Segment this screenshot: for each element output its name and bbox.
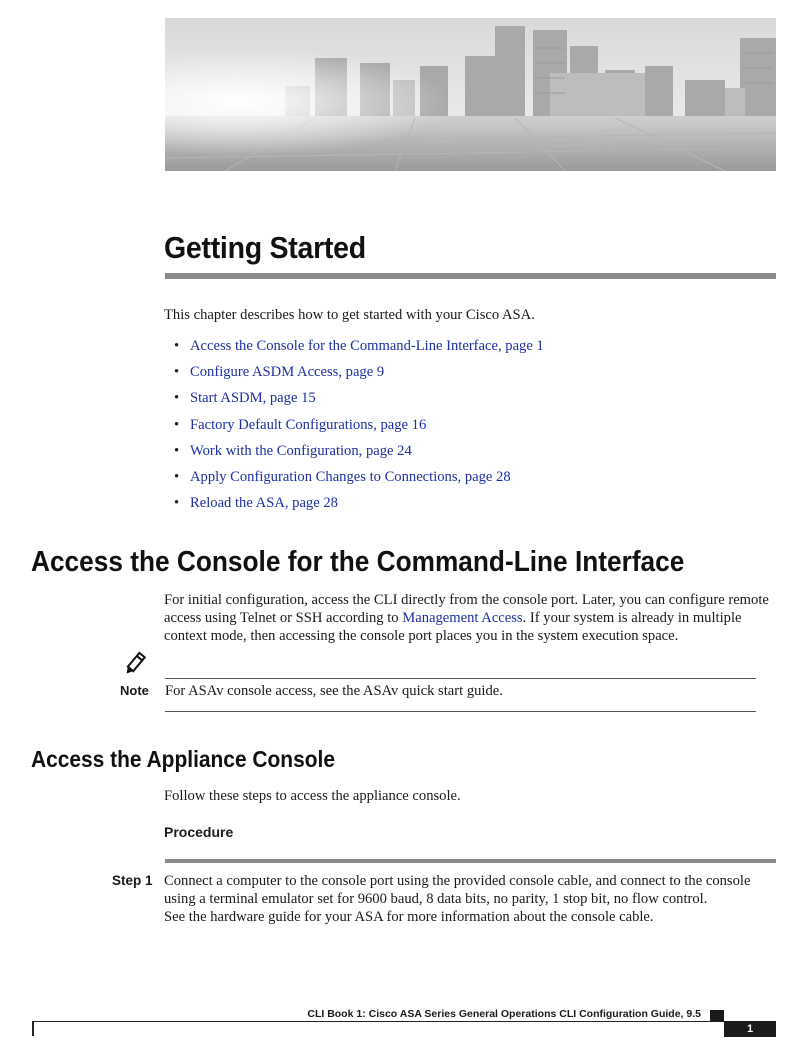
bullet: • xyxy=(174,364,180,381)
note-rule-bottom xyxy=(165,711,756,712)
bullet: • xyxy=(174,468,180,485)
toc-item xyxy=(174,494,544,520)
toc-item xyxy=(174,389,544,415)
bullet: • xyxy=(174,442,180,459)
pencil-icon xyxy=(120,650,148,678)
toc-link[interactable]: Work with the Configuration, page 24 xyxy=(190,442,412,459)
footer-rule xyxy=(32,1021,776,1022)
footer-book-title: CLI Book 1: Cisco ASA Series General Operations CLI Configuration Guide, 9.5 xyxy=(307,1008,701,1020)
step-instruction: Connect a computer to the console port using the provided console cable, and connect to the console using a terminal emulator set for 9600 baud, 8 data bits, no parity, 1 stop bit, no flow control. xyxy=(164,873,751,907)
step-text xyxy=(164,872,779,926)
toc-link[interactable]: Access the Console for the Command-Line Interface, page 1 xyxy=(190,338,544,354)
toc-link[interactable]: Reload the ASA, page 28 xyxy=(190,495,338,512)
footer-tick xyxy=(32,1021,34,1036)
step-label: Step 1 xyxy=(112,873,153,888)
note-label: Note xyxy=(120,683,149,698)
chapter-title: Getting Started xyxy=(164,230,366,265)
toc-item xyxy=(174,363,544,389)
bullet: • xyxy=(174,338,180,354)
management-access-link[interactable]: Management Access xyxy=(402,610,523,626)
section-title: Access the Console for the Command-Line Interface xyxy=(31,546,685,578)
toc-item xyxy=(174,468,544,494)
toc-link[interactable]: Start ASDM, page 15 xyxy=(190,390,316,407)
toc-item xyxy=(174,416,544,442)
toc-item xyxy=(174,337,544,363)
chapter-title-rule xyxy=(165,273,776,279)
subsection-intro: Follow these steps to access the appliance console. xyxy=(164,788,461,804)
note-rule-top xyxy=(165,678,756,679)
page-number: 1 xyxy=(724,1021,776,1037)
subsection-title: Access the Appliance Console xyxy=(31,746,335,772)
bullet: • xyxy=(174,416,180,433)
procedure-label: Procedure xyxy=(164,824,234,840)
bullet: • xyxy=(174,390,180,407)
bullet: • xyxy=(174,495,180,512)
paragraph-text: For initial configuration, access the CLI directly from the console port. Later, you can configure remote access using Telnet or SSH according to xyxy=(164,592,769,626)
section-paragraph xyxy=(164,591,779,645)
chapter-intro: This chapter describes how to get started with your Cisco ASA. xyxy=(164,307,535,323)
toc-link[interactable]: Factory Default Configurations, page 16 xyxy=(190,416,427,433)
procedure-rule xyxy=(165,859,776,863)
footer-tab xyxy=(710,1010,724,1021)
toc-item xyxy=(174,442,544,468)
toc-link[interactable]: Apply Configuration Changes to Connections, page 28 xyxy=(190,468,511,485)
paragraph-text: . If your system is already in multiple context mode, then accessing the console port places you in the system execution space. xyxy=(164,610,742,644)
note-text: For ASAv console access, see the ASAv quick start guide. xyxy=(165,683,503,699)
city-skyline-image xyxy=(165,18,776,171)
toc-link[interactable]: Configure ASDM Access, page 9 xyxy=(190,364,385,381)
step-subtext: See the hardware guide for your ASA for more information about the console cable. xyxy=(164,909,654,925)
chapter-toc xyxy=(174,337,544,520)
